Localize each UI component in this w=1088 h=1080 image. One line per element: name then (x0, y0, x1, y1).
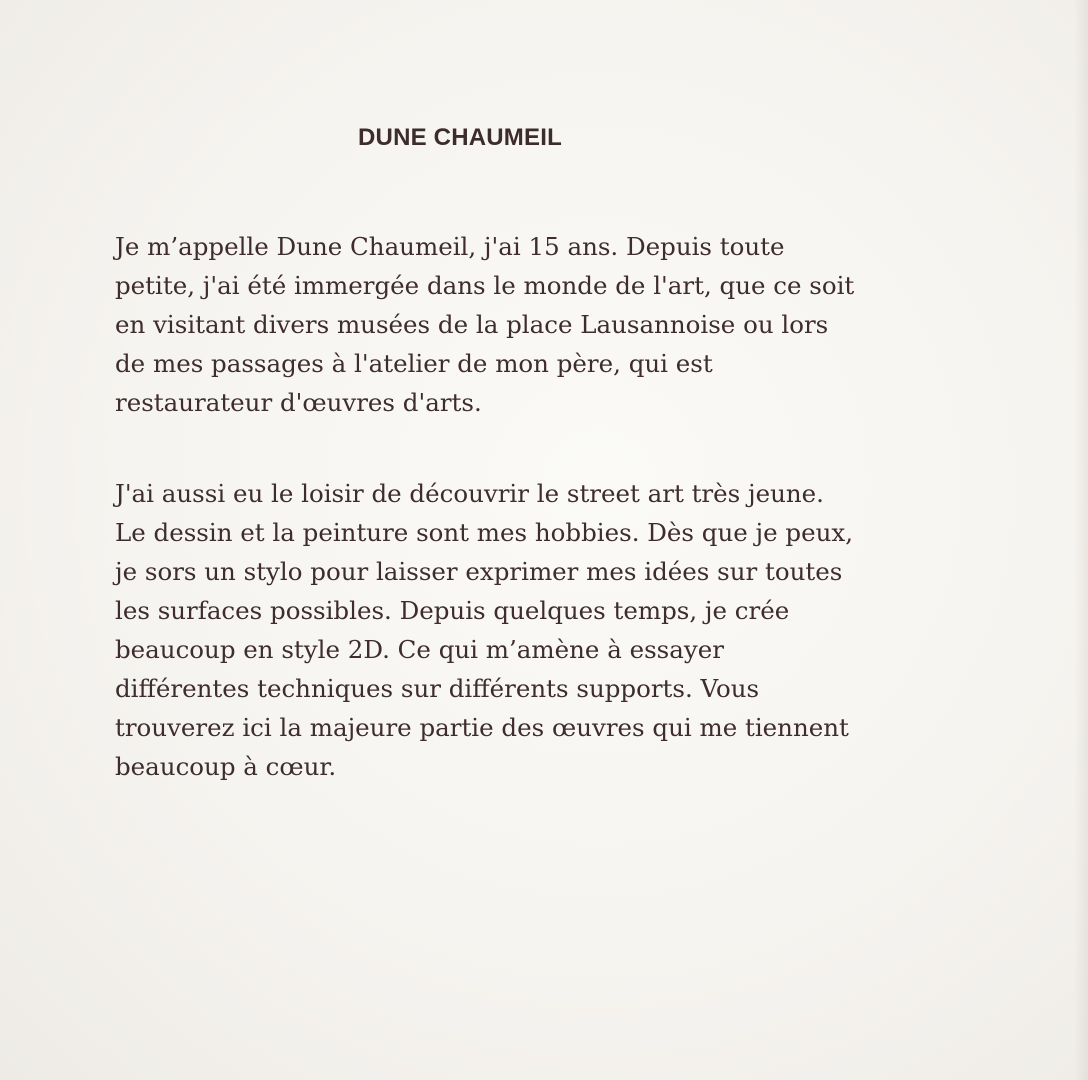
paragraph-line: petite, j'ai été immergée dans le monde de l'art, que ce soit (115, 271, 855, 300)
paragraph-line: Le dessin et la peinture sont mes hobbies. Dès que je peux, (115, 518, 853, 547)
paragraph-line: les surfaces possibles. Depuis quelques temps, je crée (115, 596, 790, 625)
paragraph-line: de mes passages à l'atelier de mon père, qui est (115, 349, 713, 378)
paragraph-line: restaurateur d'œuvres d'arts. (115, 388, 482, 417)
paragraph-line: en visitant divers musées de la place Lausannoise ou lors (115, 310, 829, 339)
paragraph-street-art (115, 474, 853, 786)
paragraph-line: J'ai aussi eu le loisir de découvrir le street art très jeune. (115, 479, 824, 508)
paragraph-intro (115, 227, 854, 422)
paper-edge-shadow (1074, 0, 1088, 1080)
page-title: DUNE CHAUMEIL (358, 124, 562, 151)
paragraph-line: trouverez ici la majeure partie des œuvres qui me tiennent (115, 713, 849, 742)
paragraph-line: beaucoup en style 2D. Ce qui m’amène à essayer (115, 635, 724, 664)
paragraph-line: je sors un stylo pour laisser exprimer mes idées sur toutes (115, 557, 843, 586)
paragraph-line: différentes techniques sur différents supports. Vous (115, 674, 760, 703)
paragraph-line: beaucoup à cœur. (115, 752, 337, 781)
paragraph-line: Je m’appelle Dune Chaumeil, j'ai 15 ans. Depuis toute (115, 232, 785, 261)
